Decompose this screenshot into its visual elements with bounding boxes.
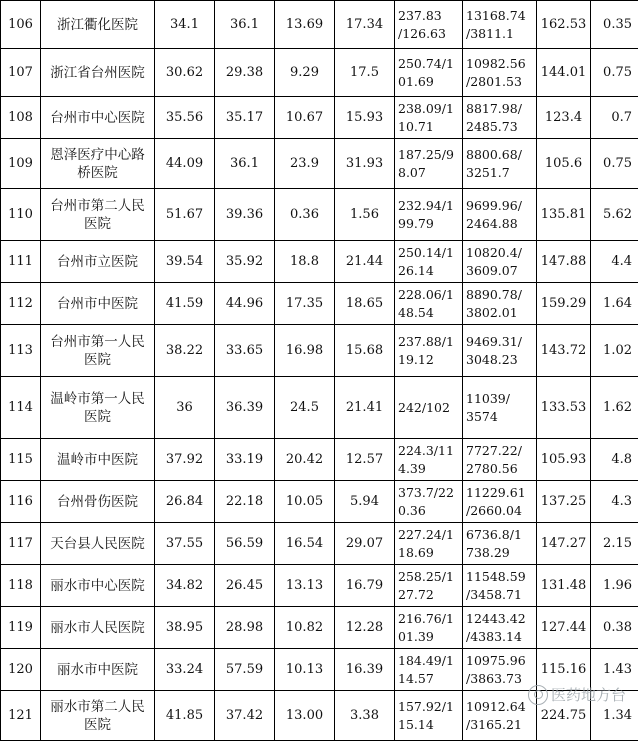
value-c4: 5.94	[335, 481, 395, 523]
value-pair-1	[395, 1, 463, 49]
hospital-name	[41, 189, 155, 241]
row-number: 116	[1, 481, 41, 523]
value-c3: 9.29	[275, 49, 335, 97]
value-pair-1-line: 250.74/1	[398, 55, 460, 73]
table-row	[1, 565, 638, 607]
hospital-name-line: 丽水市第二人民	[43, 698, 152, 716]
hospital-name	[41, 691, 155, 741]
hospital-name-line: 台州市第二人民	[43, 197, 152, 215]
value-c2: 57.59	[215, 649, 275, 691]
table-row	[1, 607, 638, 649]
value-pair-2-line: /3811.1	[466, 25, 534, 43]
hospital-name-line: 台州市中心医院	[43, 109, 152, 127]
hospital-name-line: 天台县人民医院	[43, 535, 152, 553]
value-pair-2-line: 3048.23	[466, 351, 534, 369]
value-pair-1	[395, 691, 463, 741]
value-pair-2-line: 10982.56	[466, 55, 534, 73]
value-pair-2-line: /3458.71	[466, 586, 534, 604]
value-pair-2-line: 9469.31/	[466, 333, 534, 351]
value-pair-1-line: 237.88/1	[398, 333, 460, 351]
value-pair-1-line: 4.39	[398, 460, 460, 478]
value-c6: 0.35	[591, 1, 638, 49]
value-pair-2	[463, 377, 537, 439]
value-c2: 35.17	[215, 97, 275, 139]
value-pair-1-line: 373.7/22	[398, 484, 460, 502]
value-c1: 35.56	[155, 97, 215, 139]
table-row	[1, 139, 638, 189]
value-c4: 12.28	[335, 607, 395, 649]
value-pair-1-line: 224.3/11	[398, 442, 460, 460]
value-c2: 37.42	[215, 691, 275, 741]
value-c1: 39.54	[155, 241, 215, 283]
hospital-name-line: 台州市中医院	[43, 295, 152, 313]
value-c3: 10.13	[275, 649, 335, 691]
value-c4: 12.57	[335, 439, 395, 481]
value-pair-1	[395, 523, 463, 565]
value-c1: 37.92	[155, 439, 215, 481]
value-pair-1-line: 238.09/1	[398, 100, 460, 118]
value-c1: 36	[155, 377, 215, 439]
value-c5: 144.01	[537, 49, 591, 97]
table-row	[1, 283, 638, 325]
hospital-name	[41, 439, 155, 481]
value-pair-2-line: 3251.7	[466, 164, 534, 182]
value-c5: 224.75	[537, 691, 591, 741]
wechat-logo-icon	[528, 685, 548, 705]
value-c3: 13.69	[275, 1, 335, 49]
value-c6: 4.3	[591, 481, 638, 523]
value-c6: 1.02	[591, 325, 638, 377]
value-c2: 29.38	[215, 49, 275, 97]
row-number: 113	[1, 325, 41, 377]
row-number: 119	[1, 607, 41, 649]
value-pair-2-line: /3863.73	[466, 670, 534, 688]
value-c2: 22.18	[215, 481, 275, 523]
value-pair-1-line: 48.54	[398, 304, 460, 322]
hospital-name-line: 丽水市中医院	[43, 661, 152, 679]
value-c1: 26.84	[155, 481, 215, 523]
value-c5: 123.4	[537, 97, 591, 139]
value-c4: 17.34	[335, 1, 395, 49]
value-c1: 33.24	[155, 649, 215, 691]
value-pair-2	[463, 189, 537, 241]
hospital-name	[41, 97, 155, 139]
value-c5: 115.16	[537, 649, 591, 691]
value-pair-1	[395, 283, 463, 325]
hospital-name-line: 丽水市人民医院	[43, 619, 152, 637]
value-c4: 18.65	[335, 283, 395, 325]
value-c1: 38.22	[155, 325, 215, 377]
value-pair-2-line: 6736.8/1	[466, 526, 534, 544]
value-c1: 34.82	[155, 565, 215, 607]
value-c2: 56.59	[215, 523, 275, 565]
hospital-name	[41, 325, 155, 377]
value-pair-1-line: 0.36	[398, 502, 460, 520]
value-c2: 39.36	[215, 189, 275, 241]
value-c3: 10.05	[275, 481, 335, 523]
value-c5: 147.27	[537, 523, 591, 565]
table-row	[1, 1, 638, 49]
value-pair-2	[463, 241, 537, 283]
value-pair-1-line: 15.14	[398, 716, 460, 734]
value-c6: 0.38	[591, 607, 638, 649]
value-c5: 127.44	[537, 607, 591, 649]
value-pair-1	[395, 481, 463, 523]
value-pair-1	[395, 139, 463, 189]
hospital-name-line: 医院	[43, 215, 152, 233]
value-c1: 51.67	[155, 189, 215, 241]
value-pair-2-line: /4383.14	[466, 628, 534, 646]
value-pair-1	[395, 49, 463, 97]
value-pair-2-line: /2660.04	[466, 502, 534, 520]
value-pair-2-line: 10975.96	[466, 652, 534, 670]
hospital-name-line: 台州市第一人民	[43, 333, 152, 351]
hospital-name	[41, 649, 155, 691]
value-pair-2-line: 13168.74	[466, 7, 534, 25]
value-pair-1-line: 187.25/9	[398, 146, 460, 164]
row-number: 108	[1, 97, 41, 139]
value-pair-2	[463, 283, 537, 325]
value-c6: 0.7	[591, 97, 638, 139]
value-c3: 13.00	[275, 691, 335, 741]
value-c6: 1.62	[591, 377, 638, 439]
value-c2: 26.45	[215, 565, 275, 607]
table-row	[1, 439, 638, 481]
row-number: 107	[1, 49, 41, 97]
value-pair-1-line: 250.14/1	[398, 244, 460, 262]
value-pair-2	[463, 49, 537, 97]
value-pair-2-line: /2801.53	[466, 73, 534, 91]
value-pair-1	[395, 607, 463, 649]
hospital-name	[41, 565, 155, 607]
hospital-name-line: 浙江省台州医院	[43, 64, 152, 82]
table-row	[1, 377, 638, 439]
table-row	[1, 481, 638, 523]
hospital-name-line: 台州市立医院	[43, 253, 152, 271]
value-c5: 105.93	[537, 439, 591, 481]
value-c4: 21.41	[335, 377, 395, 439]
hospital-name-line: 温岭市第一人民	[43, 390, 152, 408]
value-pair-2	[463, 439, 537, 481]
value-pair-1-line: 184.49/1	[398, 652, 460, 670]
value-c3: 10.67	[275, 97, 335, 139]
value-c3: 0.36	[275, 189, 335, 241]
value-c5: 137.25	[537, 481, 591, 523]
value-pair-1-line: 258.25/1	[398, 568, 460, 586]
value-pair-2	[463, 565, 537, 607]
value-pair-2-line: 2464.88	[466, 215, 534, 233]
value-c2: 36.1	[215, 1, 275, 49]
hospital-name	[41, 241, 155, 283]
value-pair-1	[395, 325, 463, 377]
hospital-name	[41, 481, 155, 523]
value-c3: 16.98	[275, 325, 335, 377]
value-pair-1-line: 8.07	[398, 164, 460, 182]
value-c6: 1.96	[591, 565, 638, 607]
value-pair-2	[463, 523, 537, 565]
value-pair-2-line: 11039/	[466, 390, 534, 408]
hospital-name-line: 桥医院	[43, 164, 152, 182]
value-c5: 135.81	[537, 189, 591, 241]
value-pair-1-line: 99.79	[398, 215, 460, 233]
table-row	[1, 97, 638, 139]
value-pair-1-line: 237.83	[398, 7, 460, 25]
value-pair-2-line: 8800.68/	[466, 146, 534, 164]
value-c6: 0.75	[591, 49, 638, 97]
value-pair-2	[463, 325, 537, 377]
hospital-name-line: 医院	[43, 351, 152, 369]
value-c4: 1.56	[335, 189, 395, 241]
value-c2: 36.39	[215, 377, 275, 439]
value-pair-1-line: 10.71	[398, 118, 460, 136]
value-pair-2	[463, 481, 537, 523]
hospital-name	[41, 139, 155, 189]
row-number: 121	[1, 691, 41, 741]
value-c3: 17.35	[275, 283, 335, 325]
value-pair-1-line: 232.94/1	[398, 197, 460, 215]
value-c3: 23.9	[275, 139, 335, 189]
value-c6: 2.15	[591, 523, 638, 565]
value-c6: 1.64	[591, 283, 638, 325]
value-c5: 105.6	[537, 139, 591, 189]
value-c2: 28.98	[215, 607, 275, 649]
value-pair-1	[395, 439, 463, 481]
value-pair-2-line: 2780.56	[466, 460, 534, 478]
value-pair-2-line: 2485.73	[466, 118, 534, 136]
row-number: 114	[1, 377, 41, 439]
value-pair-1	[395, 189, 463, 241]
value-pair-2-line: 8890.78/	[466, 286, 534, 304]
value-c4: 21.44	[335, 241, 395, 283]
value-pair-1-line: 227.24/1	[398, 526, 460, 544]
value-pair-2-line: 12443.42	[466, 610, 534, 628]
value-c4: 31.93	[335, 139, 395, 189]
value-pair-1-line: 14.57	[398, 670, 460, 688]
hospital-name	[41, 49, 155, 97]
value-c1: 41.85	[155, 691, 215, 741]
table-row	[1, 325, 638, 377]
value-c5: 147.88	[537, 241, 591, 283]
value-c1: 41.59	[155, 283, 215, 325]
value-pair-2-line: 9699.96/	[466, 197, 534, 215]
value-pair-2	[463, 691, 537, 741]
value-c2: 33.19	[215, 439, 275, 481]
value-pair-2-line: 7727.22/	[466, 442, 534, 460]
value-c4: 16.79	[335, 565, 395, 607]
value-pair-2-line: 10912.64	[466, 698, 534, 716]
value-c1: 30.62	[155, 49, 215, 97]
watermark	[528, 684, 626, 705]
row-number: 120	[1, 649, 41, 691]
value-c1: 34.1	[155, 1, 215, 49]
value-pair-1-line: 27.72	[398, 586, 460, 604]
value-pair-1-line: 216.76/1	[398, 610, 460, 628]
value-c1: 38.95	[155, 607, 215, 649]
value-c5: 131.48	[537, 565, 591, 607]
value-c3: 16.54	[275, 523, 335, 565]
value-pair-2-line: 3609.07	[466, 262, 534, 280]
hospital-name-line: 温岭市中医院	[43, 451, 152, 469]
hospital-name	[41, 523, 155, 565]
table-row	[1, 241, 638, 283]
value-pair-1	[395, 565, 463, 607]
value-c4: 15.93	[335, 97, 395, 139]
value-c6: 4.8	[591, 439, 638, 481]
value-pair-2	[463, 139, 537, 189]
value-c2: 33.65	[215, 325, 275, 377]
value-pair-1-line: 242/102	[398, 399, 460, 417]
value-pair-2	[463, 649, 537, 691]
value-pair-1-line: 01.69	[398, 73, 460, 91]
value-pair-2-line: 11229.61	[466, 484, 534, 502]
value-pair-2-line: 11548.59	[466, 568, 534, 586]
value-pair-1	[395, 377, 463, 439]
hospital-name	[41, 377, 155, 439]
hospital-name	[41, 607, 155, 649]
value-pair-1-line: 228.06/1	[398, 286, 460, 304]
value-c4: 29.07	[335, 523, 395, 565]
value-pair-1	[395, 241, 463, 283]
watermark-text: 医药地方台	[551, 684, 626, 705]
hospital-name-line: 浙江衢化医院	[43, 16, 152, 34]
value-pair-2-line: 738.29	[466, 544, 534, 562]
value-pair-1-line: /126.63	[398, 25, 460, 43]
value-pair-2-line: 3802.01	[466, 304, 534, 322]
value-c1: 37.55	[155, 523, 215, 565]
value-pair-1-line: 157.92/1	[398, 698, 460, 716]
value-pair-1	[395, 97, 463, 139]
hospital-name-line: 恩泽医疗中心路	[43, 146, 152, 164]
value-c4: 3.38	[335, 691, 395, 741]
value-c6: 5.62	[591, 189, 638, 241]
row-number: 115	[1, 439, 41, 481]
value-c4: 16.39	[335, 649, 395, 691]
value-pair-1-line: 01.39	[398, 628, 460, 646]
value-c3: 24.5	[275, 377, 335, 439]
value-c2: 44.96	[215, 283, 275, 325]
hospital-name-line: 医院	[43, 408, 152, 426]
value-c4: 15.68	[335, 325, 395, 377]
row-number: 111	[1, 241, 41, 283]
value-pair-2-line: /3165.21	[466, 716, 534, 734]
hospital-name	[41, 1, 155, 49]
hospital-name-line: 丽水市中心医院	[43, 577, 152, 595]
value-c5: 162.53	[537, 1, 591, 49]
table-row	[1, 523, 638, 565]
value-pair-2-line: 3574	[466, 408, 534, 426]
row-number: 110	[1, 189, 41, 241]
value-c3: 18.8	[275, 241, 335, 283]
value-c5: 133.53	[537, 377, 591, 439]
row-number: 106	[1, 1, 41, 49]
value-pair-2-line: 10820.4/	[466, 244, 534, 262]
row-number: 118	[1, 565, 41, 607]
row-number: 109	[1, 139, 41, 189]
value-pair-1-line: 18.69	[398, 544, 460, 562]
hospital-name-line: 医院	[43, 716, 152, 734]
value-pair-2	[463, 607, 537, 649]
value-c6: 1.34	[591, 691, 638, 741]
value-c5: 159.29	[537, 283, 591, 325]
hospital-name-line: 台州骨伤医院	[43, 493, 152, 511]
value-c6: 1.43	[591, 649, 638, 691]
table-row	[1, 189, 638, 241]
value-c1: 44.09	[155, 139, 215, 189]
value-c6: 4.4	[591, 241, 638, 283]
hospital-name	[41, 283, 155, 325]
value-pair-1-line: 26.14	[398, 262, 460, 280]
value-c3: 10.82	[275, 607, 335, 649]
value-pair-1-line: 19.12	[398, 351, 460, 369]
row-number: 112	[1, 283, 41, 325]
value-pair-2-line: 8817.98/	[466, 100, 534, 118]
value-c2: 36.1	[215, 139, 275, 189]
value-c3: 13.13	[275, 565, 335, 607]
value-c2: 35.92	[215, 241, 275, 283]
value-pair-1	[395, 649, 463, 691]
row-number: 117	[1, 523, 41, 565]
table-row	[1, 49, 638, 97]
value-c3: 20.42	[275, 439, 335, 481]
value-pair-2	[463, 1, 537, 49]
value-c5: 143.72	[537, 325, 591, 377]
value-c4: 17.5	[335, 49, 395, 97]
value-pair-2	[463, 97, 537, 139]
value-c6: 0.75	[591, 139, 638, 189]
